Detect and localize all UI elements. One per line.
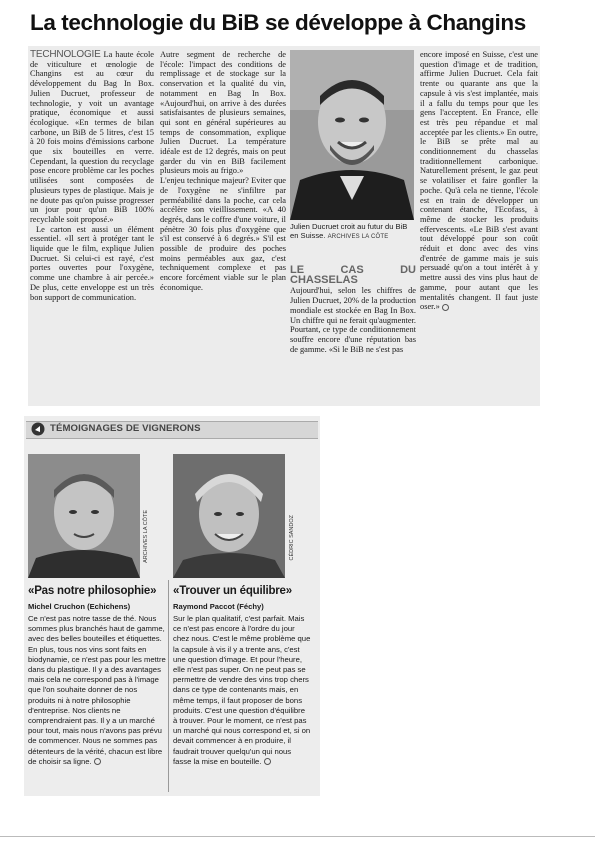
article-text: encore imposé en Suisse, c'est une question d'image et de tradition, affirme Julien Ducruet. Cela fait trente ou quarante ans que la capsule à vis s'est implantée, mais il a fallu du temps pour que les gens l'acceptent. En France, elle est très peu répandue et mal acceptée par les clients.» En outre, le BiB se prête mal au conditionnement du chasselas traditionnellement carbonique. Naturellement présent, le gaz peut se volatiliser et faire gonfler la poche. Qu'à cela ne tienne, l'école est en train de développer un contenant étanche, l'Ecofass, à même de stocker les produits effervescents. «Le BiB s'est avant tout développé pour son coût réduit et donc avec des vins d'entrée de gamme mais je suis persuadé qu'on a tout intérêt à y mettre aussi des vins plus haut de gamme, pour autant que les mentalités changent. Il faut juste oser.» [420, 50, 538, 312]
testimonial-body [28, 614, 166, 767]
section-subhead: LE CAS DU CHASSELAS [290, 264, 416, 286]
end-mark-icon [442, 304, 449, 311]
end-mark-icon [264, 758, 271, 765]
testimonial-author: Michel Cruchon (Echichens) [28, 602, 131, 611]
article-paragraph [30, 50, 154, 225]
article-paragraph: Aujourd'hui, selon les chiffres de Julien Ducruet, 20% de la production mondiale est stockée en Bag In Box. Un chiffre qui ne ferait qu'augmenter. Pourtant, ce type de conditionnement souffre encore d'une réputation bas de gamme. «Si le BiB ne s'est pas [290, 286, 417, 354]
portrait-illustration [28, 454, 140, 578]
testimonial-author: Raymond Paccot (Féchy) [173, 602, 264, 611]
column-divider [168, 580, 169, 792]
portrait-photo [28, 454, 140, 578]
testimonial-title: «Trouver un équilibre» [173, 585, 292, 597]
testimonial-text: Ce n'est pas notre tasse de thé. Nous sommes plus branchés haut de gamme, avec des belles bouteilles et étiquettes. En plus, tous nos vins sont faits en biodynamie, ce n'est pas pour les mettre dans du plastique. Il y a des avantages mais cela ne correspond pas à l'image que l'on souhaite donner de nos produits ni à notre philosophie d'entreprise. Nos clients ne comprendraient pas. Il y a un marché pour tout, mais nous n'avons pas prévu de commencer. Nous ne sommes pas détenteurs de la vérité, chacun est libre de choisir sa ligne. [28, 614, 166, 766]
article-text: La haute école de viticulture et œnologie de Changins est au cœur du développement du Bag In Box. Julien Ducruet, professeur de technologie, y voit un avantage pratique, économique et aussi écologique. «En termes de bilan carbone, un BiB de 5 litres, c'est 15 à 20 fois moins d'émissions carbone que six bouteilles en verre. Cependant, la question du recyclage pose encore problème car les poches utilisées sont composées de plusieurs types de plastique. Mais je ne doute pas qu'on puisse progresser un jour pour qu'un BiB 100% recyclable soit proposé.» [30, 50, 154, 224]
photo-credit: CÉDRIC SANDOZ [289, 515, 295, 561]
portrait-illustration [290, 50, 414, 220]
testimonials-title: TÉMOIGNAGES DE VIGNERONS [50, 423, 201, 434]
photo-credit: ARCHIVES LA CÔTE [327, 234, 389, 240]
photo-caption [290, 222, 416, 242]
caption-text: Julien Ducruet croit au futur du BiB en Suisse. [290, 222, 408, 240]
portrait-photo [173, 454, 285, 578]
article-column-2 [160, 50, 286, 293]
article-paragraph: Le carton est aussi un élément essentiel. «Il sert à protéger tant le liquide que le film, explique Julien Ducruet. Si celui-ci est rayé, c'est portes ouvertes pour l'oxygène, comme une chambre à air percée.» De plus, cette enveloppe est un très bon support de communication. [30, 224, 154, 302]
headline: La technologie du BiB se développe à Changins [30, 10, 526, 35]
article-column-3 [290, 266, 416, 354]
article-column-1 [30, 50, 154, 302]
megaphone-icon [31, 422, 45, 436]
portrait-illustration [173, 454, 285, 578]
testimonial-title: «Pas notre philosophie» [28, 585, 157, 597]
portrait-photo [290, 50, 414, 220]
testimonial-text: Sur le plan qualitatif, c'est parfait. Mais ce n'est pas encore à l'ordre du jour chez nous. C'est le même problème que la capsule à vis il y a trente ans, c'est une question d'image. Et pour l'heure, elle n'est pas super. On ne peut pas se permettre de vendre des vins trop chers dans ce type de contenants mais, en même temps, il faut proposer de bons produits. C'est une question d'équilibre à trouver. Pour le moment, ce n'est pas un marché qui nous correspond et, si on devait commencer à en produire, il faudrait trouver quelqu'un qui nous fasse la mise en bouteille. [173, 614, 311, 766]
photo-credit: ARCHIVES LA CÔTE [143, 510, 149, 563]
article-paragraph [420, 50, 538, 312]
rubric-label: TECHNOLOGIE [30, 49, 101, 60]
testimonial-body [173, 614, 311, 767]
article-column-4 [420, 50, 538, 312]
article-paragraph: Autre segment de recherche de l'école: l'impact des conditions de remplissage et de stockage sur la conservation et la qualité du vin, notamment en Bag In Box. «Aujourd'hui, on arrive à des durées satisfaisantes de plusieurs semaines, qui sont en général supérieures au temps de consommation, explique Julien Ducruet. La température idéale est de 12 degrés, mais on peut garder du vin en BiB facilement plusieurs mois au frigo.» [160, 50, 286, 176]
end-mark-icon [94, 758, 101, 765]
page-rule [0, 836, 595, 837]
article-paragraph: L'enjeu technique majeur? Eviter que de l'oxygène ne s'infiltre par perméabilité dans la poche, car cela accélère son vieillissement. «A 40 degrés, dans le coffre d'une voiture, il pénètre 30 fois plus d'oxygène que s'il est conservé à 6 degrés.» S'il est possible de produire des poches moins perméables aux gaz, c'est techniquement complexe et pas encore forcément viable sur le plan économique. [160, 176, 287, 292]
